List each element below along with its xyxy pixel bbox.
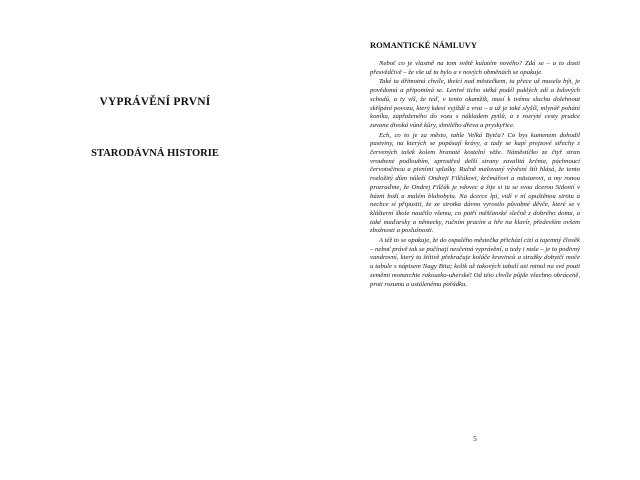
right-page	[322, 0, 640, 480]
chapter-title: STARODÁVNÁ HISTORIE	[91, 148, 219, 159]
running-head: ROMANTICKÉ NÁMLUVY	[370, 40, 477, 50]
left-page	[0, 0, 318, 480]
body-text	[370, 60, 580, 290]
paragraph: Neboť co je vlastně na tom světě kulatém nového? Zdá se – a to dosti přesvědčivě – že vše už tu bylo a v nových obměnách se opakuje.	[370, 60, 580, 76]
paragraph: A též to se opakuje, že do ospalého městečka přichází cizí a tajemný člověk – neboť právě tak se počínají nesčetná vyprávění, a tedy i naše – je to podivný vandrovní, který tu štítivě překračuje koláče kravinců a stružky dobytčí moče u tabule s nápisem Nagy Bita; kolik už takových tabulí asi minul na své pouti zeměmi monarchie rakousko-uherské! Od této chvíle půjde všechno obráceně, proti rozumu a ustálenému pořádku.	[370, 237, 580, 288]
paragraph: Také ta dřímotná chvíle, tkvící nad městečkem, tu přece už musela být, je povědomá a připomíná se. Lenivé ticho stéká podél puklých zdí a žulových schodů, a ty víš, že teď, v tento okamžik, musí k tvému sluchu dolehnout skřípání povozu, který kdesi vyjíždí z vrat – a už je také slyšíš, mlynář pohání koníka, zapřaženého do vozu s nákladem pytlů, a z rozryté cesty prudce zavane divoká vůně kůry, shnilého dřeva a pryskyřice.	[370, 78, 580, 129]
part-title: VYPRÁVĚNÍ PRVNÍ	[99, 96, 211, 108]
page-number: 5	[473, 435, 477, 443]
paragraph: Ech, co to je za město, tahle Velká Bytča? Co bys kamenem dohodil pastviny, na kterých se popásají krávy, a tady se kupí prejzové střechy z červených tašek kolem hranaté kostelní věže. Náměstíčko ze čtyř stran vroubené podloubím, uprostřed delší strany zavalitá krčma, páchnoucí červotočinou a pivními splašky. Ručně malovaný vývěsní štít hlásá, že tento rozložitý dům náleží Ondreji Filčákovi, krčmářovi a mäsiarovi, a my ronou prozraďme, že Ondrej Filčák je vdovec a žije si tu se svou dcerou Sidonií v bázni boží a malém blahobytu. Na dcerce lpí, vidí v ní opuštěnou sirotu a nechce si připustit, že ze sirotka dávno vyrostlo půvabné děvče, které se v klášterní škole naučilo všemu, co patří měšťanské slečně z dobrého domu, a také maďarsky a německy, ručním pracím a hře na klavír, především ovšem zbožnosti a poslušnosti.	[370, 131, 580, 235]
